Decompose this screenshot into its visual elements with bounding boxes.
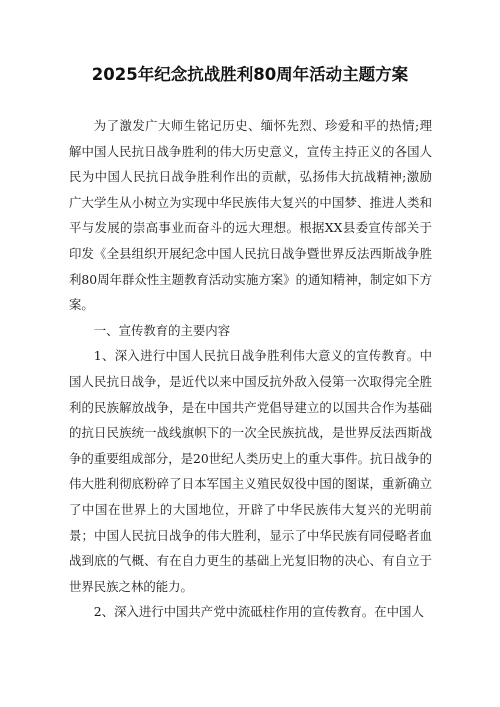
section-heading: 一、宣传教育的主要内容 (93, 322, 231, 338)
body-paragraph: 2、深入进行中国共产党中流砥柱作用的宣传教育。在中国人 (93, 604, 424, 620)
intro-paragraph: 为了激发广大师生铭记历史、缅怀先烈、珍爱和平的热情;理解中国人民抗日战争胜利的伟大历史意义，宣传主持正义的各国人民为中国人民抗日战争胜利作出的贡献，弘扬伟大抗战精神;激励广大学生从小树立为实现中华民族伟大复兴的中国梦、推进人类和平与发展的崇高事业而奋斗的远大理想。根据XX县委宣传部关于印发《全县组织开展纪念中国人民抗日战争暨世界反法西斯战争胜利80周年群众性主题教育活动实施方案》的通知精神，制定如下方案。 (69, 118, 432, 313)
document-title: 2025年纪念抗战胜利80周年活动主题方案 (91, 65, 409, 84)
body-paragraph: 1、深入进行中国人民抗日战争胜利伟大意义的宣传教育。中国人民抗日战争，是近代以来中国反抗外敌入侵第一次取得完全胜利的民族解放战争，是在中国共产党倡导建立的以国共合作为基础的抗日民族统一战线旗帜下的一次全民族抗战，是世界反法西斯战争的重要组成部分，是20世纪人类历史上的重大事件。抗日战争的伟大胜利彻底粉碎了日本军国主义殖民奴役中国的图谋，重新确立了中国在世界上的大国地位，开辟了中华民族伟大复兴的光明前景；中国人民抗日战争的伟大胜利，显示了中华民族有同侵略者血战到底的气概、有在自力更生的基础上光复旧物的决心、有自立于世界民族之林的能力。 (69, 348, 432, 594)
document-body (69, 113, 432, 625)
